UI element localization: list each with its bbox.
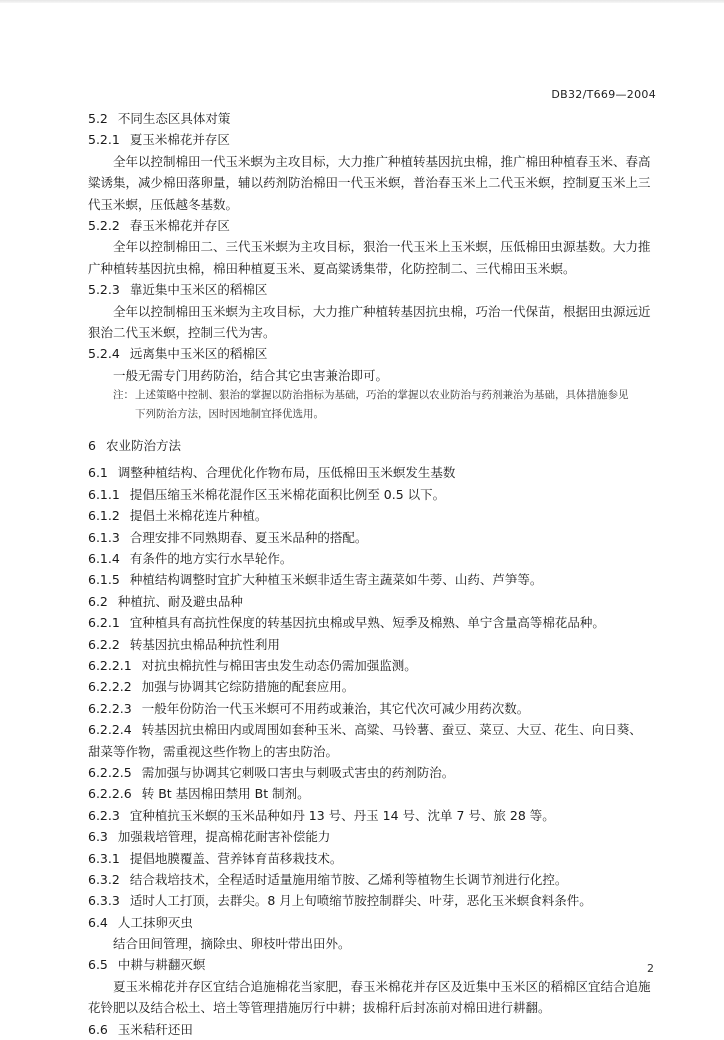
clause: 6.2.2.1 对抗虫棉抗性与棉田害虫发生动态仍需加强监测。 [88, 657, 417, 673]
section-heading: 5.2.2 春玉米棉花并存区 [88, 217, 230, 233]
paragraph-line: 花铃肥以及结合松土、培土等管理措施厉行中耕；拔棉秆后封冻前对棉田进行耕翻。 [88, 1000, 551, 1016]
clause: 6.1.1 提倡压缩玉米棉花混作区玉米棉花面积比例至 0.5 以下。 [88, 486, 446, 502]
section-heading: 6.4 人工抹卵灭虫 [88, 914, 193, 930]
page-content [88, 108, 660, 1040]
clause: 6.2.1 宜种植具有高抗性保度的转基因抗虫棉或早熟、短季及棉熟、单宁含量高等棉花品种。 [88, 615, 605, 631]
paragraph-line: 全年以控制棉田一代玉米螟为主攻目标，大力推广种植转基因抗虫棉，推广棉田种植春玉米、春高 [113, 153, 651, 169]
page-number: 2 [647, 962, 654, 975]
section-heading: 6.1 调整种植结构、合理优化作物布局，压低棉田玉米螟发生基数 [88, 465, 456, 481]
note: 注：上述策略中控制、狠治的掌握以防治指标为基础，巧治的掌握以农业防治与药剂兼治为基础，具体措施参见 [113, 389, 629, 402]
paragraph-line: 夏玉米棉花并存区宜结合追施棉花当家肥，春玉米棉花并存区及近集中玉米区的稻棉区宜结合追施 [113, 978, 651, 994]
clause: 6.2.2.4 转基因抗虫棉田内或周围如套种玉米、高粱、马铃薯、蚕豆、菜豆、大豆、花生、向日葵、 [88, 722, 642, 738]
paragraph-line: 粱诱集，减少棉田落卵量，辅以药剂防治棉田一代玉米螟，普治春玉米上二代玉米螟，控制夏玉米上三 [88, 175, 651, 191]
section-heading: 6.5 中耕与耕翻灭螟 [88, 957, 206, 973]
paragraph-line: 全年以控制棉田二、三代玉米螟为主攻目标，狠治一代玉米上玉米螟，压低棉田虫源基数。大力推 [113, 239, 651, 255]
clause: 6.2.2.6 转 Bt 基因棉田禁用 Bt 制剂。 [88, 786, 310, 802]
section-heading: 6.3 加强栽培管理，提高棉花耐害补偿能力 [88, 829, 331, 845]
paragraph-line: 狠治二代玉米螟，控制三代为害。 [88, 324, 276, 340]
section-heading: 5.2 不同生态区具体对策 [88, 111, 231, 126]
clause: 6.2.3 宜种植抗玉米螟的玉米品种如丹 13 号、丹玉 14 号、沈单 7 号、旅 28 等。 [88, 807, 555, 823]
clause: 6.2.2.3 一般年份防治一代玉米螟可不用药或兼治，其它代次可减少用药次数。 [88, 700, 530, 716]
clause: 6.3.1 提倡地膜覆盖、营养钵育苗移栽技术。 [88, 850, 343, 866]
section-heading: 6.2 种植抗、耐及避虫品种 [88, 593, 243, 609]
document-code: DB32/T669—2004 [551, 88, 656, 101]
paragraph-line: 一般无需专门用药防治，结合其它虫害兼治即可。 [113, 367, 389, 383]
paragraph-line: 甜菜等作物，需重视这些作物上的害虫防治。 [88, 743, 339, 759]
section-heading: 5.2.1 夏玉米棉花并存区 [88, 132, 230, 148]
paragraph-line: 广种植转基因抗虫棉，棉田种植夏玉米、夏高粱诱集带，化防控制二、三代棉田玉米螟。 [88, 260, 576, 276]
paragraph-line: 全年以控制棉田玉米螟为主攻目标，大力推广种植转基因抗虫棉，巧治一代保苗，根据田虫源远近 [113, 303, 651, 319]
top-edge [0, 0, 724, 3]
chapter-heading: 6 农业防治方法 [88, 438, 181, 454]
section-heading: 5.2.4 远离集中玉米区的稻棉区 [88, 346, 268, 362]
clause: 6.3.3 适时人工打顶，去群尖。8 月上旬喷缩节胺控制群尖、叶芽，恶化玉米螟食料条件。 [88, 893, 592, 909]
paragraph-line: 代玉米螟，压低越冬基数。 [88, 196, 239, 212]
clause: 6.1.5 种植结构调整时宜扩大种植玉米螟非适生寄主蔬菜如牛蒡、山药、芦笋等。 [88, 572, 543, 588]
section-heading: 5.2.3 靠近集中玉米区的稻棉区 [88, 282, 268, 298]
clause: 6.1.4 有条件的地方实行水旱轮作。 [88, 551, 293, 567]
clause: 6.2.2.2 加强与协调其它综防措施的配套应用。 [88, 679, 355, 695]
clause: 6.2.2 转基因抗虫棉品种抗性利用 [88, 636, 280, 652]
clause: 6.1.3 合理安排不同熟期春、夏玉米品种的搭配。 [88, 529, 368, 545]
clause: 6.3.2 结合栽培技术，全程适时适量施用缩节胺、乙烯利等植物生长调节剂进行化控。 [88, 871, 568, 887]
note-continuation: 下列防治方法，因时因地制宜择优选用。 [135, 407, 324, 420]
clause: 6.2.2.5 需加强与协调其它刺吸口害虫与刺吸式害虫的药剂防治。 [88, 764, 455, 780]
clause: 6.1.2 提倡土米棉花连片种植。 [88, 508, 268, 524]
paragraph-line: 结合田间管理，摘除虫、卵枝叶带出田外。 [113, 936, 351, 952]
section-heading: 6.6 玉米秸秆还田 [88, 1021, 193, 1037]
